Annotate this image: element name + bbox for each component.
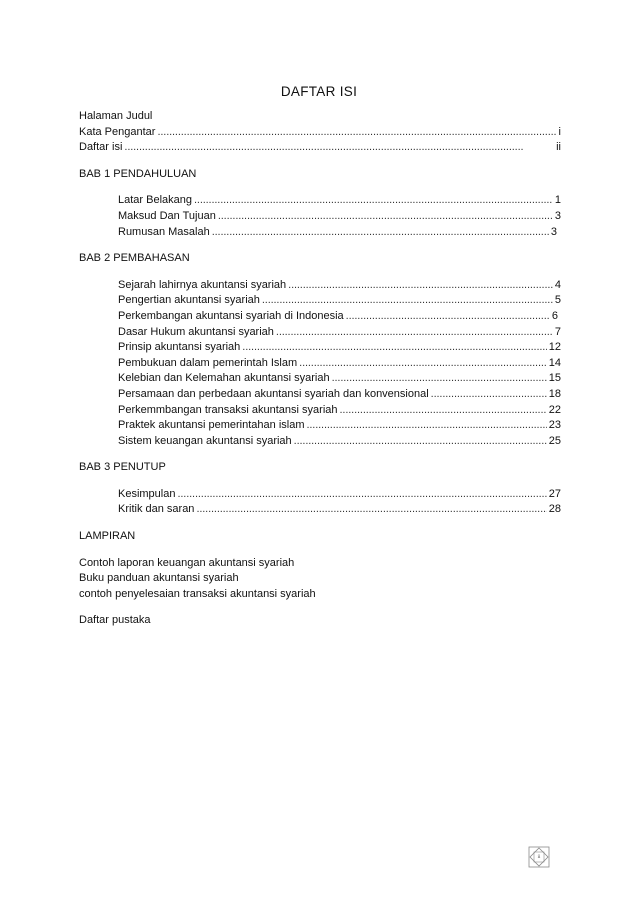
toc-page-number: 15	[548, 372, 561, 385]
toc-entry-text: Kelebian dan Kelemahan akuntansi syariah	[118, 372, 330, 385]
dot-leader	[431, 387, 547, 402]
toc-entry	[79, 403, 561, 419]
lampiran-item: Contoh laporan keuangan akuntansi syariah	[79, 556, 295, 569]
toc-entry-text: Persamaan dan perbedaan akuntansi syariah dan konvensional	[118, 387, 429, 400]
page-title: DAFTAR ISI	[280, 84, 358, 99]
dot-leader	[262, 293, 553, 308]
toc-entry	[79, 502, 561, 518]
dot-leader	[276, 325, 553, 340]
toc-page-number: 22	[548, 403, 561, 416]
toc-page-number: 3	[554, 209, 561, 222]
lampiran-item: contoh penyelesaian transaksi akuntansi syariah	[79, 587, 316, 600]
toc-page-number: 18	[548, 387, 561, 400]
dot-leader	[332, 371, 547, 386]
dot-leader	[299, 356, 547, 371]
toc-entry	[79, 209, 561, 225]
toc-entry-text: Latar Belakang	[118, 194, 192, 207]
dot-leader	[177, 487, 546, 502]
toc-page-number: 5	[554, 294, 561, 307]
toc-entry	[79, 225, 561, 241]
toc-entry-text: Perkembangan akuntansi syariah di Indonesia	[118, 309, 344, 322]
dot-leader	[157, 125, 556, 140]
toc-entry	[79, 193, 561, 209]
toc-page-number: 12	[548, 341, 561, 354]
lampiran-item: Buku panduan akuntansi syariah	[79, 572, 239, 585]
toc-entry	[79, 387, 561, 403]
toc-page-number: 25	[548, 434, 561, 447]
toc-entry	[79, 293, 561, 309]
toc-entry	[79, 434, 561, 450]
toc-entry-text: Kata Pengantar	[79, 125, 156, 138]
chapter-heading-bab3: BAB 3 PENUTUP	[79, 461, 166, 474]
toc-entry-text: Pembukuan dalam pemerintah Islam	[118, 356, 298, 369]
dot-leader	[294, 434, 547, 449]
toc-entry-text: Halaman Judul	[79, 110, 153, 122]
toc-entry-kata-pengantar	[79, 125, 561, 141]
toc-body	[79, 109, 561, 629]
toc-entry	[79, 325, 561, 341]
lampiran-heading: LAMPIRAN	[79, 530, 136, 543]
toc-entry	[79, 487, 561, 503]
toc-entry-text: Rumusan Masalah	[118, 225, 210, 238]
toc-entry-text: Sejarah lahirnya akuntansi syariah	[118, 278, 287, 291]
dot-leader	[124, 140, 554, 155]
toc-entry	[79, 371, 561, 387]
toc-entry	[79, 418, 561, 434]
toc-entry-text: Daftar isi	[79, 141, 123, 154]
toc-entry-text: Perkemmbangan transaksi akuntansi syariah	[118, 403, 338, 416]
toc-page-number: 7	[554, 325, 561, 338]
toc-entry-text: Praktek akuntansi pemerintahan islam	[118, 419, 305, 432]
dot-leader	[340, 403, 547, 418]
chapter-heading-bab2: BAB 2 PEMBAHASAN	[79, 252, 190, 265]
dot-leader	[346, 309, 550, 324]
dot-leader	[194, 193, 553, 208]
toc-entry-text: Pengertian akuntansi syariah	[118, 294, 260, 307]
dot-leader	[218, 209, 553, 224]
toc-entry-halaman-judul	[79, 109, 561, 125]
toc-page-number: 27	[548, 487, 561, 500]
toc-entry	[79, 309, 561, 325]
toc-page-number: 4	[554, 278, 561, 291]
toc-page-number: 28	[548, 503, 561, 516]
toc-entry	[79, 340, 561, 356]
toc-entry	[79, 356, 561, 372]
toc-entry-text: Maksud Dan Tujuan	[118, 209, 216, 222]
toc-page-number: 3	[550, 225, 557, 238]
toc-page-number: i	[558, 125, 561, 138]
toc-page-number: 6	[551, 309, 558, 322]
dot-leader	[242, 340, 546, 355]
toc-entry-daftar-isi	[79, 140, 561, 156]
toc-entry-text: Prinsip akuntansi syariah	[118, 341, 241, 354]
toc-page-number: 1	[554, 194, 561, 207]
toc-page-number: 14	[548, 356, 561, 369]
dot-leader	[196, 502, 546, 517]
dot-leader	[212, 225, 549, 240]
toc-page-number: ii	[556, 141, 561, 154]
dot-leader	[306, 418, 546, 433]
daftar-pustaka: Daftar pustaka	[79, 614, 151, 627]
toc-entry-text: Kesimpulan	[118, 487, 176, 500]
page-number-ornament	[528, 846, 550, 868]
dot-leader	[288, 278, 553, 293]
toc-page-number: 23	[548, 419, 561, 432]
toc-entry-text: Sistem keuangan akuntansi syariah	[118, 434, 292, 447]
page-number: ii	[537, 854, 541, 860]
chapter-heading-bab1: BAB 1 PENDAHULUAN	[79, 167, 197, 180]
toc-entry	[79, 278, 561, 294]
toc-entry-text: Kritik dan saran	[118, 503, 195, 516]
toc-entry-text: Dasar Hukum akuntansi syariah	[118, 325, 274, 338]
